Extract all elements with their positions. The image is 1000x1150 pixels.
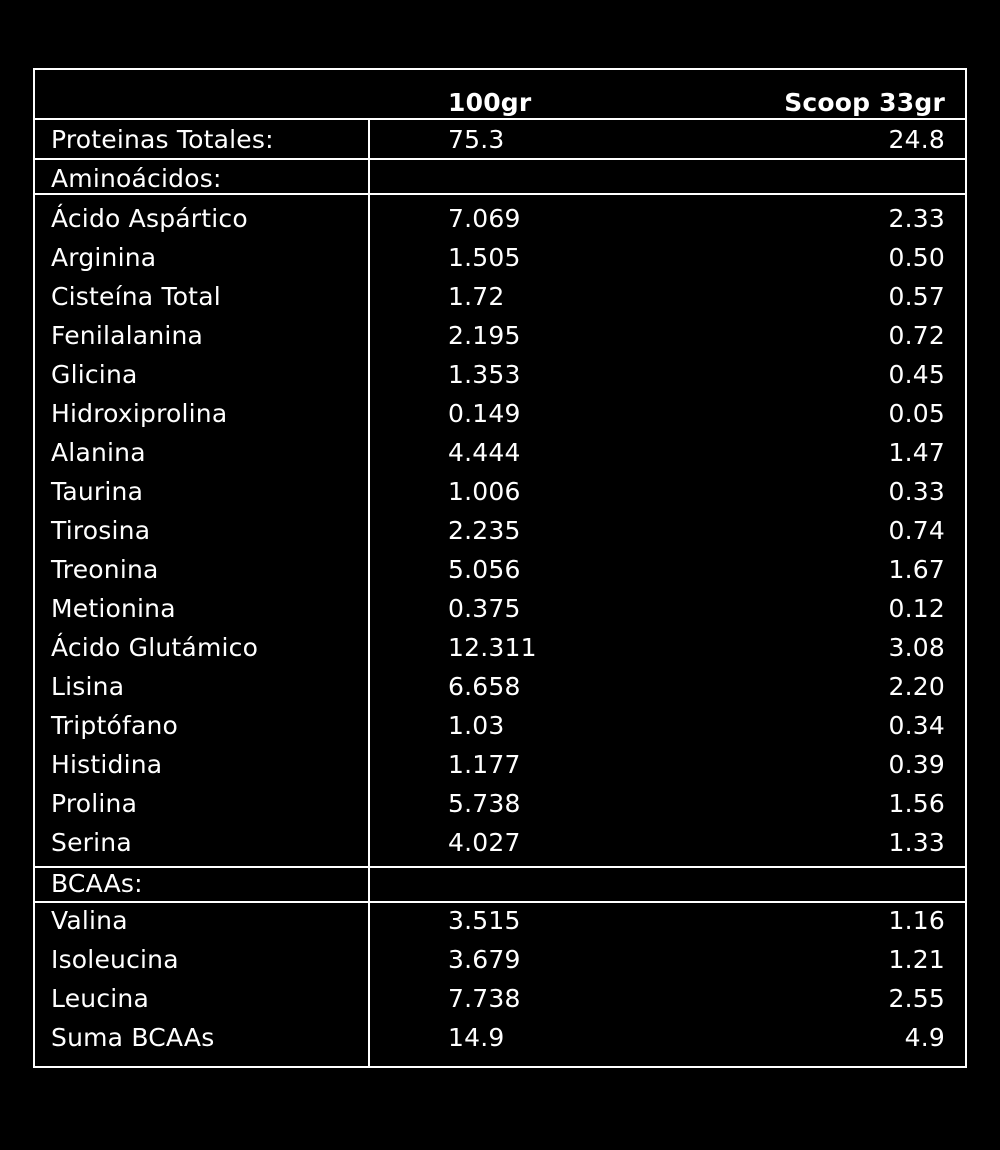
row-name: Triptófano (51, 711, 179, 740)
row-value-scoop: 1.56 (888, 789, 945, 818)
row-value-100gr: 2.235 (448, 516, 521, 545)
row-name: Histidina (51, 750, 163, 779)
row-name: Treonina (51, 555, 159, 584)
row-value-100gr: 5.056 (448, 555, 521, 584)
row-value-scoop: 0.05 (888, 399, 945, 428)
row-value-scoop: 1.21 (888, 945, 945, 974)
row-value-scoop: 2.55 (888, 984, 945, 1013)
row-value-100gr: 4.444 (448, 438, 521, 467)
row-name: Alanina (51, 438, 146, 467)
row-value-scoop: 0.74 (888, 516, 945, 545)
row-name: Isoleucina (51, 945, 179, 974)
row-value-100gr: 1.72 (448, 282, 505, 311)
row-value-100gr: 14.9 (448, 1023, 505, 1052)
row-value-scoop: 0.33 (888, 477, 945, 506)
column-divider (368, 120, 370, 1068)
row-value-100gr: 5.738 (448, 789, 521, 818)
row-value-scoop: 0.34 (888, 711, 945, 740)
row-value-100gr: 7.738 (448, 984, 521, 1013)
row-name: Valina (51, 906, 128, 935)
row-value-100gr: 3.679 (448, 945, 521, 974)
row-value-scoop: 0.45 (888, 360, 945, 389)
row-name: Suma BCAAs (51, 1023, 215, 1052)
row-name: Tirosina (51, 516, 151, 545)
row-name: Lisina (51, 672, 125, 701)
row-name: Prolina (51, 789, 138, 818)
row-value-scoop: 4.9 (904, 1023, 945, 1052)
row-name: Serina (51, 828, 132, 857)
amino-rows-divider (33, 866, 967, 868)
column-header-scoop: Scoop 33gr (784, 88, 945, 117)
row-name: Leucina (51, 984, 149, 1013)
row-value-100gr: 1.505 (448, 243, 521, 272)
row-value-scoop: 0.39 (888, 750, 945, 779)
header-divider (33, 118, 967, 120)
row-value-100gr: 2.195 (448, 321, 521, 350)
total-row-divider (33, 158, 967, 160)
row-value-scoop: 1.67 (888, 555, 945, 584)
row-value-scoop: 0.57 (888, 282, 945, 311)
row-value-100gr: 7.069 (448, 204, 521, 233)
total-protein-label: Proteinas Totales: (51, 125, 274, 154)
row-name: Ácido Glutámico (51, 633, 259, 662)
row-value-100gr: 1.353 (448, 360, 521, 389)
row-value-100gr: 1.006 (448, 477, 521, 506)
row-value-100gr: 12.311 (448, 633, 537, 662)
section-label-bcaas: BCAAs: (51, 869, 143, 898)
row-value-100gr: 0.375 (448, 594, 521, 623)
row-value-100gr: 6.658 (448, 672, 521, 701)
row-value-scoop: 0.72 (888, 321, 945, 350)
row-name: Ácido Aspártico (51, 204, 248, 233)
row-value-100gr: 4.027 (448, 828, 521, 857)
row-value-scoop: 1.16 (888, 906, 945, 935)
row-name: Hidroxiprolina (51, 399, 228, 428)
row-value-100gr: 1.03 (448, 711, 505, 740)
row-value-scoop: 3.08 (888, 633, 945, 662)
row-value-scoop: 0.12 (888, 594, 945, 623)
row-name: Fenilalanina (51, 321, 204, 350)
section-label-aminoacidos: Aminoácidos: (51, 164, 222, 193)
row-name: Arginina (51, 243, 157, 272)
row-value-scoop: 1.33 (888, 828, 945, 857)
bcaas-section-divider (33, 901, 967, 903)
row-name: Cisteína Total (51, 282, 221, 311)
row-value-scoop: 1.47 (888, 438, 945, 467)
row-name: Glicina (51, 360, 138, 389)
row-value-scoop: 0.50 (888, 243, 945, 272)
row-value-100gr: 3.515 (448, 906, 521, 935)
total-protein-100gr: 75.3 (448, 125, 505, 154)
row-value-100gr: 1.177 (448, 750, 521, 779)
row-name: Metionina (51, 594, 176, 623)
row-value-scoop: 2.33 (888, 204, 945, 233)
row-value-100gr: 0.149 (448, 399, 521, 428)
row-name: Taurina (51, 477, 144, 506)
column-header-100gr: 100gr (448, 88, 532, 117)
total-protein-scoop: 24.8 (888, 125, 945, 154)
row-value-scoop: 2.20 (888, 672, 945, 701)
